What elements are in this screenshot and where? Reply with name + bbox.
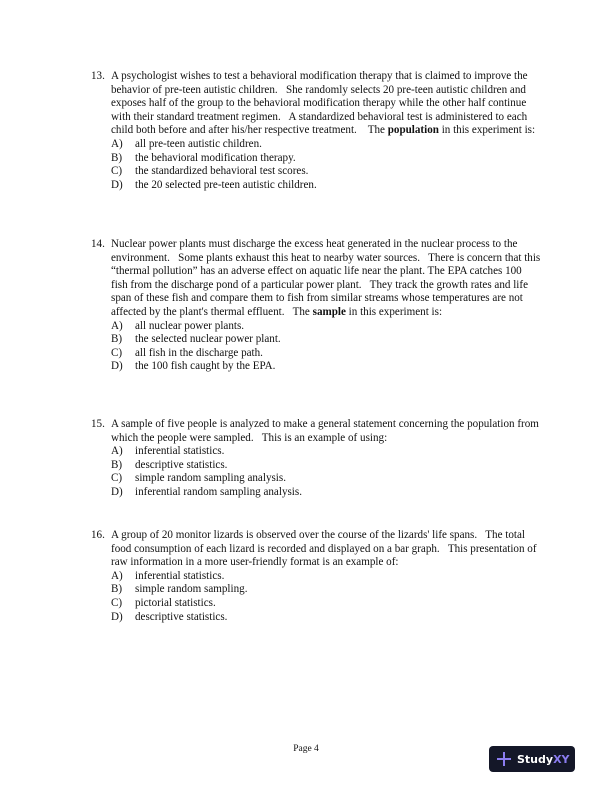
question-number: 13. xyxy=(91,70,105,82)
question-stem: 15. A sample of five people is analyzed to make a general statement concerning the population from which the people were sampled. This is an example of using: xyxy=(91,418,542,444)
question-number: 14. xyxy=(91,238,105,250)
emphasis-term: sample xyxy=(312,305,346,318)
option-d: D) the 20 selected pre-teen autistic children. xyxy=(111,178,317,191)
question-13 xyxy=(91,70,541,192)
option-d: D) inferential random sampling analysis. xyxy=(111,485,302,498)
option-a: A) all pre-teen autistic children. xyxy=(111,137,262,150)
question-15 xyxy=(91,418,541,500)
question-stem: 16. A group of 20 monitor lizards is observed over the course of the lizards' life spans. The total food consumption of each lizard is recorded and displayed on a bar graph. This presentation of raw information in a more user-friendly format is an example of: xyxy=(91,529,540,569)
option-c: C) the standardized behavioral test scores. xyxy=(111,165,309,178)
option-c: C) pictorial statistics. xyxy=(111,596,216,609)
studyxy-badge[interactable] xyxy=(489,746,575,772)
option-b: B) simple random sampling. xyxy=(111,583,248,596)
question-stem: 14. Nuclear power plants must discharge the excess heat generated in the nuclear process to the environment. Some plants exhaust this heat to nearby water sources. There is concern that this “thermal pollution” has an adverse effect on aquatic life near the plant. The EPA catches 100 fish from the discharge pond of a particular power plant. They track the growth rates and life span of these fish and compare them to fish from similar streams whose temperatures are not affected by the plant's thermal effluent. The sample in this experiment is: xyxy=(91,238,544,318)
option-c: C) simple random sampling analysis. xyxy=(111,472,286,485)
option-b: B) the behavioral modification therapy. xyxy=(111,151,296,164)
page-number: Page 4 xyxy=(293,744,319,754)
option-a: A) all nuclear power plants. xyxy=(111,319,245,332)
option-d: D) the 100 fish caught by the EPA. xyxy=(111,360,276,373)
option-a: A) inferential statistics. xyxy=(111,569,225,582)
plus-icon xyxy=(496,751,512,767)
question-16 xyxy=(91,529,541,624)
question-14 xyxy=(91,238,544,374)
question-number: 16. xyxy=(91,529,105,541)
option-a: A) inferential statistics. xyxy=(111,445,225,458)
option-b: B) descriptive statistics. xyxy=(111,458,228,471)
option-d: D) descriptive statistics. xyxy=(111,610,228,623)
option-c: C) all fish in the discharge path. xyxy=(111,346,263,359)
question-number: 15. xyxy=(91,418,105,430)
brand-main: Study xyxy=(517,752,554,766)
question-stem: 13. A psychologist wishes to test a behavioral modification therapy that is claimed to improve the behavior of pre-teen autistic children. She randomly selects 20 pre-teen autistic children and exposes half of the group to the behavioral modification therapy while the other half continue with their standard treatment regimen. A standardized behavioral test is administered to each child both before and after his/her respective treatment. The population in this experiment is: xyxy=(91,70,536,137)
option-b: B) the selected nuclear power plant. xyxy=(111,333,281,346)
brand-accent: XY xyxy=(553,752,570,766)
emphasis-term: population xyxy=(387,124,439,137)
